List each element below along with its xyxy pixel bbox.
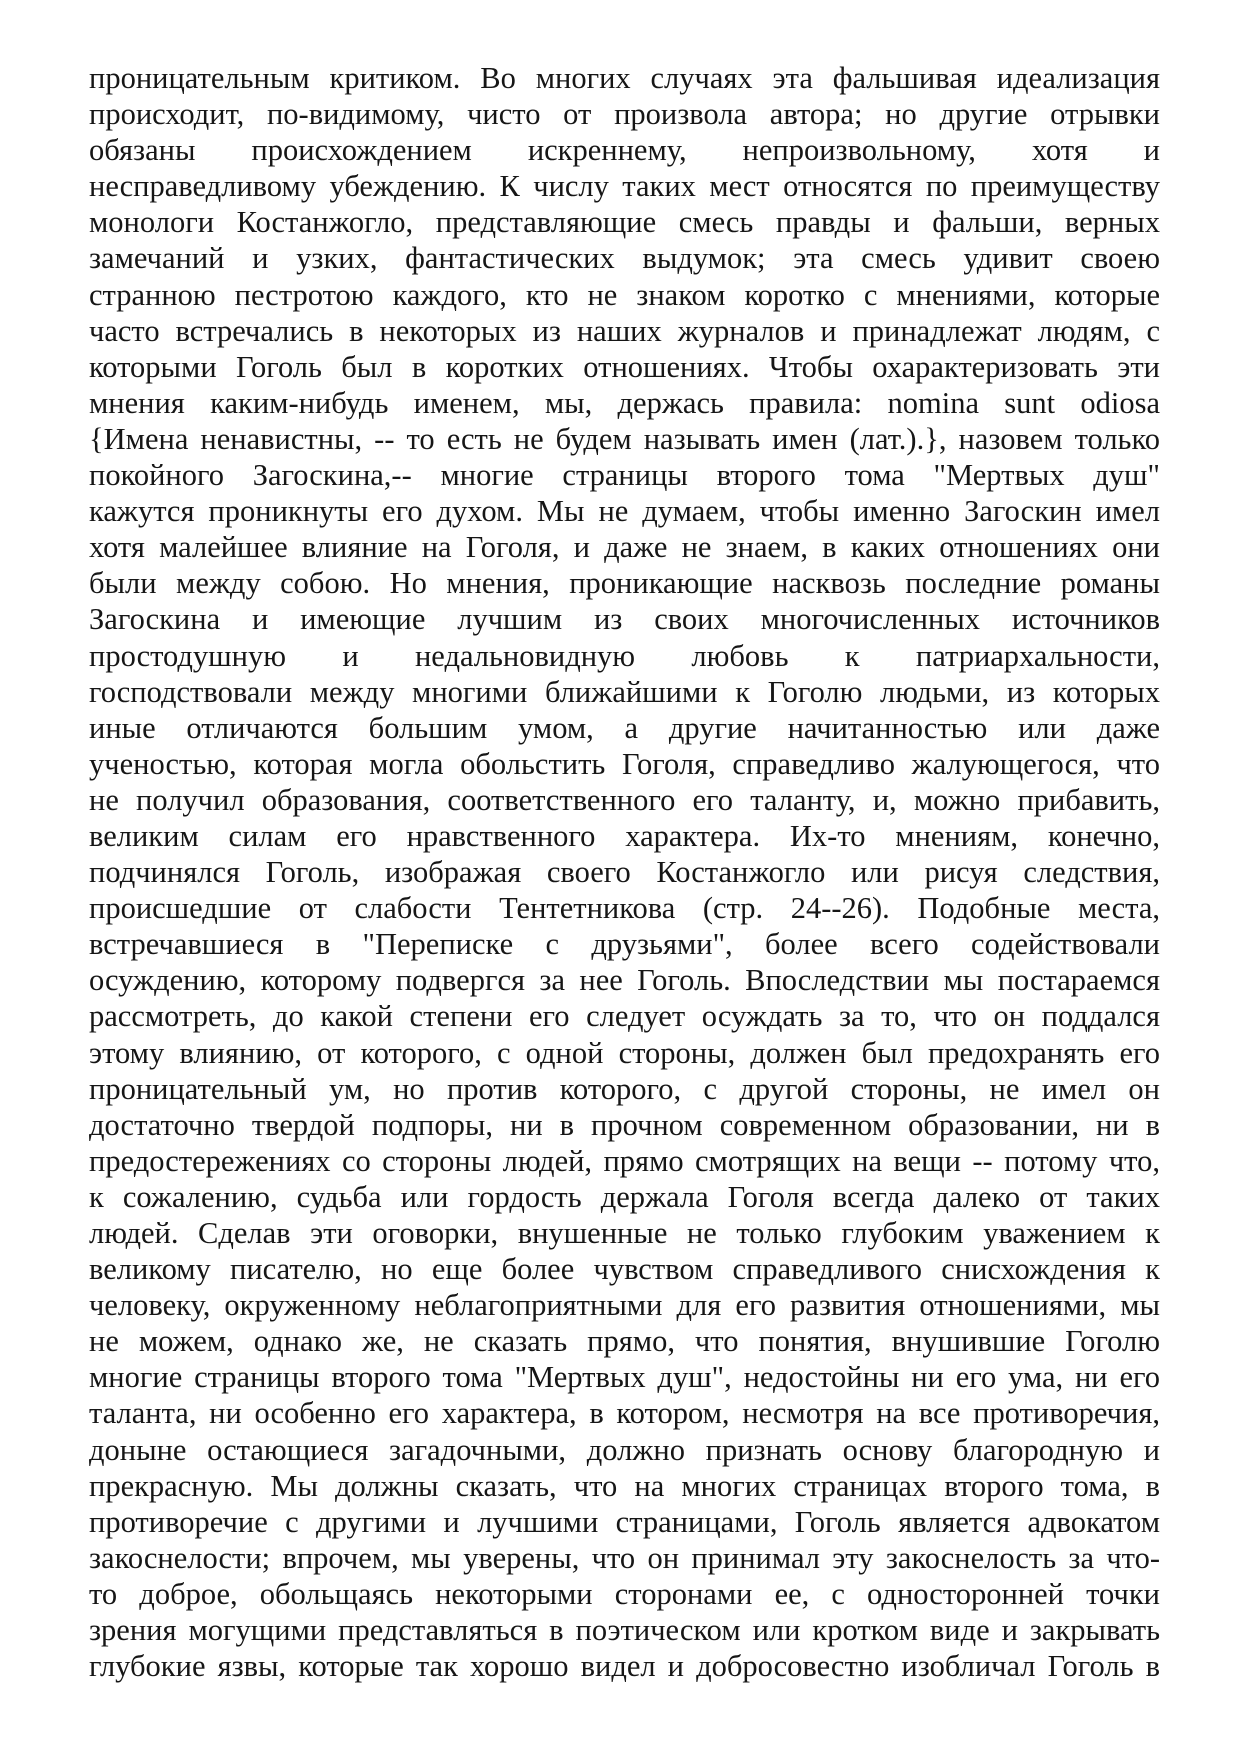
document-page: [89, 60, 1160, 1684]
text-line: происходит, по-видимому, чисто от произвола автора; но другие отрывки: [89, 97, 1160, 132]
body-text: [89, 60, 1160, 1684]
text-line: господствовали между многими ближайшими к Гоголю людьми, из которых: [89, 674, 1160, 709]
text-line: закоснелости; впрочем, мы уверены, что он принимал эту закоснелость за что-: [89, 1540, 1160, 1575]
text-line: доныне остающиеся загадочными, должно признать основу благородную и: [89, 1432, 1160, 1467]
text-line: зрения могущими представляться в поэтическом или кротком виде и закрывать: [89, 1613, 1160, 1648]
text-line: не можем, однако же, не сказать прямо, что понятия, внушившие Гоголю: [89, 1324, 1160, 1359]
text-line: противоречие с другими и лучшими страницами, Гоголь является адвокатом: [89, 1504, 1160, 1539]
text-line: обязаны происхождением искреннему, непроизвольному, хотя и: [89, 133, 1160, 168]
text-line: несправедливому убеждению. К числу таких мест относятся по преимуществу: [89, 169, 1160, 204]
text-line: предостережениях со стороны людей, прямо смотрящих на вещи -- потому что,: [89, 1143, 1160, 1178]
text-line: замечаний и узких, фантастических выдумок; эта смесь удивит своею: [89, 241, 1160, 276]
text-line: хотя малейшее влияние на Гоголя, и даже не знаем, в каких отношениях они: [89, 530, 1160, 565]
text-line: встречавшиеся в "Переписке с друзьями", более всего содействовали: [89, 927, 1160, 962]
text-line: этому влиянию, от которого, с одной стороны, должен был предохранять его: [89, 1035, 1160, 1070]
text-line: великому писателю, но еще более чувством справедливого снисхождения к: [89, 1252, 1160, 1287]
text-line: происшедшие от слабости Тентетникова (стр. 24--26). Подобные места,: [89, 891, 1160, 926]
text-line: прекрасную. Мы должны сказать, что на многих страницах второго тома, в: [89, 1468, 1160, 1503]
text-line: достаточно твердой подпоры, ни в прочном современном образовании, ни в: [89, 1107, 1160, 1142]
text-line: которыми Гоголь был в коротких отношениях. Чтобы охарактеризовать эти: [89, 349, 1160, 384]
text-line: глубокие язвы, которые так хорошо видел и добросовестно изобличал Гоголь в: [89, 1649, 1160, 1684]
text-line: проницательный ум, но против которого, с другой стороны, не имел он: [89, 1071, 1160, 1106]
text-line: монологи Костанжогло, представляющие смесь правды и фальши, верных: [89, 205, 1160, 240]
text-line: простодушную и недальновидную любовь к патриархальности,: [89, 638, 1160, 673]
text-line: часто встречались в некоторых из наших журналов и принадлежат людям, с: [89, 313, 1160, 348]
text-line: иные отличаются большим умом, а другие начитанностью или даже: [89, 710, 1160, 745]
text-line: таланта, ни особенно его характера, в котором, несмотря на все противоречия,: [89, 1396, 1160, 1431]
text-line: многие страницы второго тома "Мертвых душ", недостойны ни его ума, ни его: [89, 1360, 1160, 1395]
text-line: покойного Загоскина,-- многие страницы второго тома "Мертвых душ": [89, 458, 1160, 493]
text-line: к сожалению, судьба или гордость держала Гоголя всегда далеко от таких: [89, 1179, 1160, 1214]
text-line: осуждению, которому подвергся за нее Гоголь. Впоследствии мы постараемся: [89, 963, 1160, 998]
text-line: странною пестротою каждого, кто не знаком коротко с мнениями, которые: [89, 277, 1160, 312]
text-line: кажутся проникнуты его духом. Мы не думаем, чтобы именно Загоскин имел: [89, 494, 1160, 529]
text-line: были между собою. Но мнения, проникающие насквозь последние романы: [89, 566, 1160, 601]
text-line: Загоскина и имеющие лучшим из своих многочисленных источников: [89, 602, 1160, 637]
text-line: подчинялся Гоголь, изображая своего Костанжогло или рисуя следствия,: [89, 855, 1160, 890]
text-line: человеку, окруженному неблагоприятными для его развития отношениями, мы: [89, 1288, 1160, 1323]
text-line: великим силам его нравственного характера. Их-то мнениям, конечно,: [89, 818, 1160, 853]
text-line: то доброе, обольщаясь некоторыми сторонами ее, с односторонней точки: [89, 1576, 1160, 1611]
text-line: проницательным критиком. Во многих случаях эта фальшивая идеализация: [89, 61, 1160, 95]
text-line: ученостью, которая могла обольстить Гоголя, справедливо жалующегося, что: [89, 746, 1160, 781]
text-line: мнения каким-нибудь именем, мы, держась правила: nomina sunt odiosa: [89, 385, 1160, 420]
text-line: людей. Сделав эти оговорки, внушенные не только глубоким уважением к: [89, 1216, 1160, 1250]
text-line: рассмотреть, до какой степени его следует осуждать за то, что он поддался: [89, 999, 1160, 1034]
text-line: не получил образования, соответственного его таланту, и, можно прибавить,: [89, 782, 1160, 817]
text-line: {Имена ненавистны, -- то есть не будем называть имен (лат.).}, назовем только: [89, 421, 1160, 456]
